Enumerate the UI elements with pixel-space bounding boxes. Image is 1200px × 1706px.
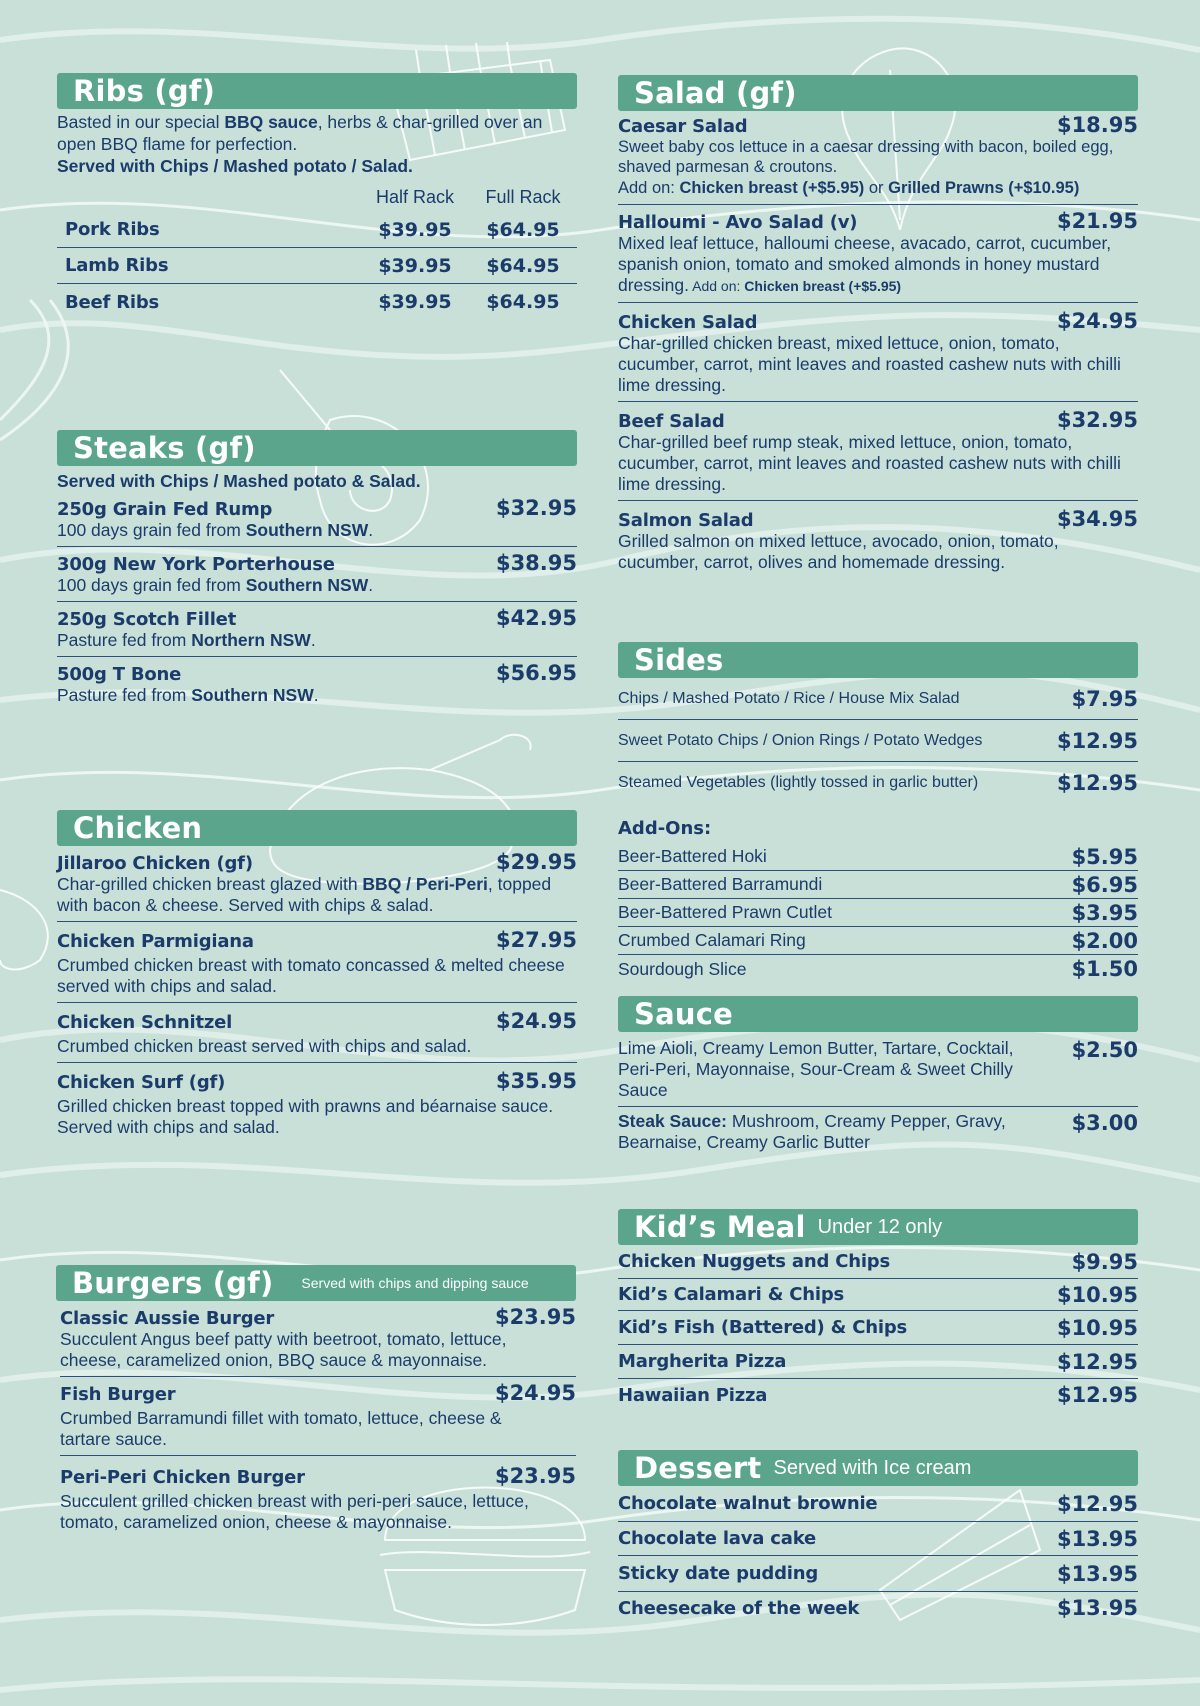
- ribs-column-headers: [57, 187, 577, 208]
- addon-row: Beer-Battered Hoki $5.95: [618, 843, 1138, 871]
- menu-item: Caesar Salad $18.95 Sweet baby cos lettuce in a caesar dressing with bacon, boiled egg, shaved parmesan & croutons. Add on: Chicken breast (+$5.95) or Grilled Prawns (+$10.95): [618, 111, 1138, 205]
- menu-item: Jillaroo Chicken (gf) $29.95 Char-grilled chicken breast glazed with BBQ / Peri-Peri, topped with bacon & cheese. Served with chips & salad.: [57, 846, 577, 922]
- menu-item: Chicken Schnitzel $24.95 Crumbed chicken breast served with chips and salad.: [57, 1003, 577, 1063]
- dessert-row: Chocolate walnut brownie $12.95: [618, 1486, 1138, 1522]
- sides-section: [618, 642, 1138, 983]
- dessert-row: Chocolate lava cake $13.95: [618, 1522, 1138, 1556]
- menu-item: Fish Burger $24.95 Crumbed Barramundi fillet with tomato, lettuce, cheese & tartare sauce.: [60, 1377, 576, 1456]
- leaf-sketch-icon: [0, 880, 60, 980]
- chicken-header: Chicken: [57, 810, 577, 846]
- menu-item: 250g Grain Fed Rump $32.95 100 days grain fed from Southern NSW.: [57, 492, 577, 547]
- sauce-header: Sauce: [618, 996, 1138, 1032]
- ribs-section: [57, 73, 577, 320]
- menu-item: Peri-Peri Chicken Burger $23.95 Succulent grilled chicken breast with peri-peri sauce, lettuce, tomato, caramelized onion, cheese & mayonnaise.: [60, 1464, 576, 1532]
- steaks-section: [57, 430, 577, 711]
- addons-title: Add-Ons:: [618, 818, 712, 839]
- kids-row: Margherita Pizza $12.95: [618, 1345, 1138, 1379]
- menu-item: Chicken Surf (gf) $35.95 Grilled chicken breast topped with prawns and béarnaise sauce. Served with chips and salad.: [57, 1069, 577, 1137]
- sauce-section: [618, 996, 1138, 1158]
- side-row: Chips / Mashed Potato / Rice / House Mix Salad $7.95: [618, 678, 1138, 720]
- burgers-section: [56, 1265, 576, 1538]
- addon-row: Sourdough Slice $1.50: [618, 957, 1138, 981]
- kids-row: Kid’s Fish (Battered) & Chips $10.95: [618, 1311, 1138, 1345]
- side-row: Sweet Potato Chips / Onion Rings / Potato Wedges $12.95: [618, 720, 1138, 762]
- side-row: Steamed Vegetables (lightly tossed in garlic butter) $12.95: [618, 771, 1138, 795]
- addon-row: Beer-Battered Prawn Cutlet $3.95: [618, 899, 1138, 927]
- dessert-row: Sticky date pudding $13.95: [618, 1556, 1138, 1592]
- kids-row: Hawaiian Pizza $12.95: [618, 1383, 1138, 1407]
- dessert-section: [618, 1450, 1138, 1624]
- kids-row: Chicken Nuggets and Chips $9.95: [618, 1245, 1138, 1279]
- rib-row: Lamb Ribs $39.95 $64.95: [57, 248, 577, 284]
- addons-block: [618, 818, 1138, 983]
- kids-section: [618, 1209, 1138, 1411]
- salad-section: [618, 75, 1138, 578]
- rib-row: Pork Ribs $39.95 $64.95: [57, 212, 577, 248]
- sides-header: Sides: [618, 642, 1138, 678]
- salad-header: Salad (gf): [618, 75, 1138, 111]
- menu-item: 250g Scotch Fillet $42.95 Pasture fed from Northern NSW.: [57, 602, 577, 657]
- half-rack-header: Half Rack: [375, 187, 455, 207]
- kids-header: Kid’s Meal Under 12 only: [618, 1209, 1138, 1245]
- addon-row: Crumbed Calamari Ring $2.00: [618, 927, 1138, 955]
- ribs-header: Ribs (gf): [57, 73, 577, 109]
- steaks-intro: Served with Chips / Mashed potato & Salad.: [57, 471, 421, 491]
- dessert-header: Dessert Served with Ice cream: [618, 1450, 1138, 1486]
- menu-item: Beef Salad $32.95 Char-grilled beef rump steak, mixed lettuce, onion, tomato, cucumber, carrot, mint leaves and roasted cashew nuts with chilli lime dressing.: [618, 402, 1138, 501]
- sauce-row: Lime Aioli, Creamy Lemon Butter, Tartare, Cocktail, Peri-Peri, Mayonnaise, Sour-Cream & Sweet Chilly Sauce $2.50: [618, 1032, 1138, 1107]
- menu-item: Chicken Parmigiana $27.95 Crumbed chicken breast with tomato concassed & melted cheese served with chips and salad.: [57, 922, 577, 1003]
- kids-row: Kid’s Calamari & Chips $10.95: [618, 1279, 1138, 1311]
- menu-item: Classic Aussie Burger $23.95 Succulent Angus beef patty with beetroot, tomato, lettuce, cheese, caramelized onion, BBQ sauce & mayonnaise.: [60, 1301, 576, 1377]
- steaks-header: Steaks (gf): [57, 430, 577, 466]
- sauce-row: Steak Sauce: Mushroom, Creamy Pepper, Gravy, Bearnaise, Creamy Garlic Butter $3.00: [618, 1111, 1138, 1152]
- menu-item: Chicken Salad $24.95 Char-grilled chicken breast, mixed lettuce, onion, tomato, cucumber, carrot, mint leaves and roasted cashew nuts with chilli lime dressing.: [618, 303, 1138, 402]
- menu-item: 500g T Bone $56.95 Pasture fed from Southern NSW.: [57, 661, 577, 705]
- menu-item: Salmon Salad $34.95 Grilled salmon on mixed lettuce, avocado, onion, tomato, cucumber, carrot, olives and homemade dressing.: [618, 507, 1138, 572]
- menu-item: Halloumi - Avo Salad (v) $21.95 Mixed leaf lettuce, halloumi cheese, avacado, carrot, cucumber, spanish onion, tomato and smoked almonds in honey mustard dressing. Add on: Chicken breast (+$5.95): [618, 205, 1138, 303]
- addon-row: Beer-Battered Barramundi $6.95: [618, 871, 1138, 899]
- burgers-header: Burgers (gf) Served with chips and dipping sauce: [56, 1265, 576, 1301]
- full-rack-header: Full Rack: [485, 187, 561, 207]
- menu-item: 300g New York Porterhouse $38.95 100 days grain fed from Southern NSW.: [57, 547, 577, 602]
- chicken-section: [57, 810, 577, 1143]
- dessert-row: Cheesecake of the week $13.95: [618, 1596, 1138, 1620]
- rib-row: Beef Ribs $39.95 $64.95: [65, 291, 560, 313]
- ribs-intro: Basted in our special BBQ sauce, herbs & char-grilled over an open BBQ flame for perfection. Served with Chips / Mashed potato / Salad.: [57, 112, 543, 176]
